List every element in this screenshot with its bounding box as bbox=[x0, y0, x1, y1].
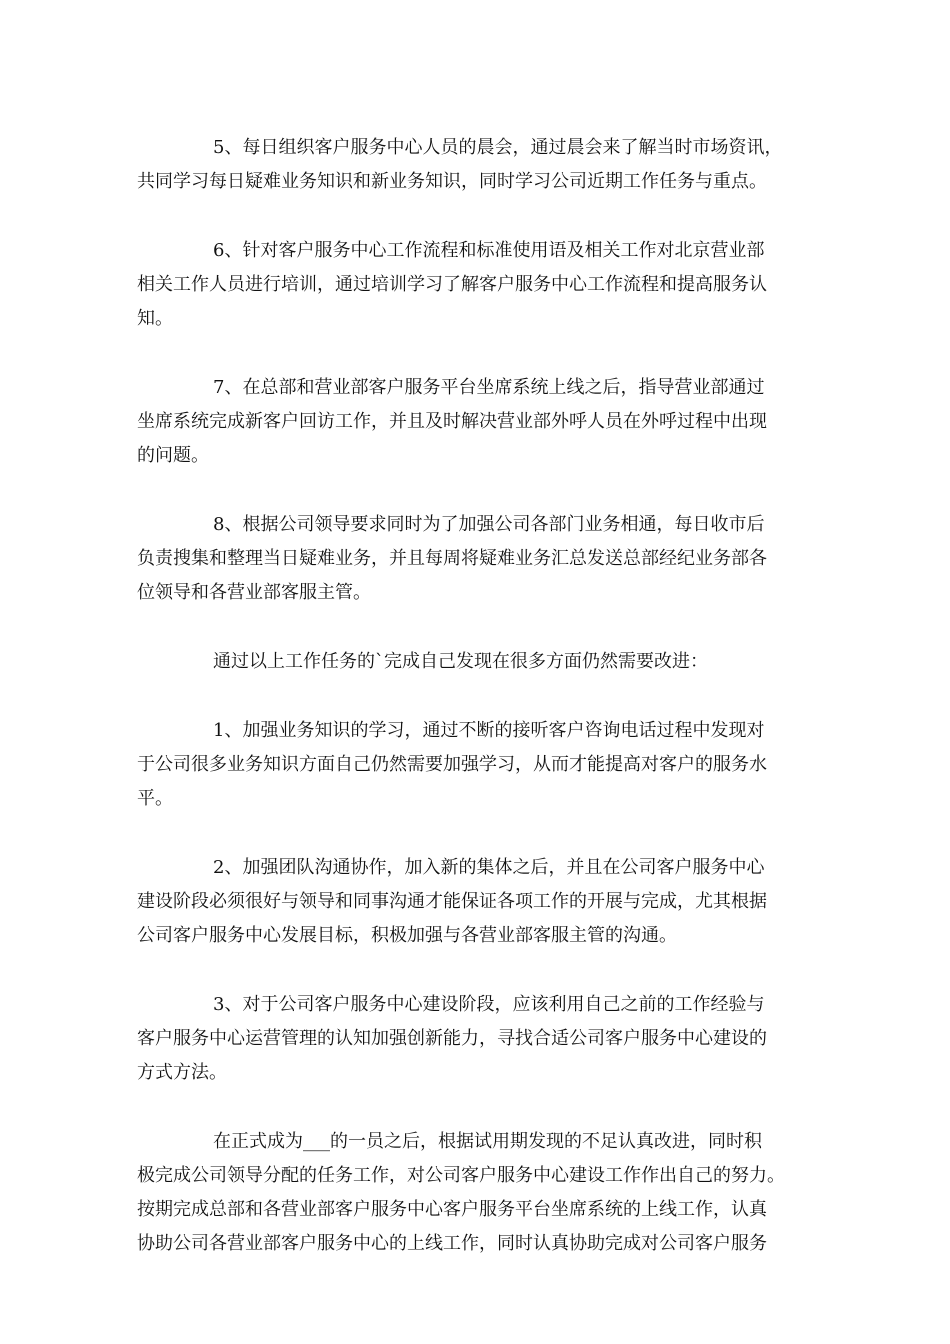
paragraph-improvement-intro bbox=[137, 645, 817, 679]
paragraph-line: 知。 bbox=[137, 308, 173, 329]
document-body bbox=[137, 131, 817, 1296]
paragraph-5-morning-meeting bbox=[137, 131, 817, 199]
paragraph-line: 方式方法。 bbox=[137, 1062, 227, 1083]
paragraph-2-team-communication bbox=[137, 851, 817, 953]
paragraph-line: 建设阶段必须很好与领导和同事沟通才能保证各项工作的开展与完成，尤其根据 bbox=[137, 891, 767, 912]
paragraph-line: 8、根据公司领导要求同时为了加强公司各部门业务相通，每日收市后 bbox=[213, 514, 765, 535]
paragraph-line: 负责搜集和整理当日疑难业务，并且每周将疑难业务汇总发送总部经纪业务部各 bbox=[137, 548, 767, 569]
paragraph-line: 相关工作人员进行培训，通过培训学习了解客户服务中心工作流程和提高服务认 bbox=[137, 274, 767, 295]
paragraph-line: 6、针对客户服务中心工作流程和标准使用语及相关工作对北京营业部 bbox=[213, 240, 765, 261]
paragraph-line: 的问题。 bbox=[137, 445, 209, 466]
paragraph-3-innovation bbox=[137, 988, 817, 1090]
paragraph-line: 协助公司各营业部客户服务中心的上线工作，同时认真协助完成对公司客户服务 bbox=[137, 1233, 767, 1254]
paragraph-line: 7、在总部和营业部客户服务平台坐席系统上线之后，指导营业部通过 bbox=[213, 377, 765, 398]
paragraph-1-business-knowledge bbox=[137, 714, 817, 816]
paragraph-8-difficult-business bbox=[137, 508, 817, 610]
paragraph-line: 平。 bbox=[137, 788, 173, 809]
paragraph-line: 共同学习每日疑难业务知识和新业务知识，同时学习公司近期工作任务与重点。 bbox=[137, 171, 767, 192]
paragraph-line: 通过以上工作任务的`完成自己发现在很多方面仍然需要改进： bbox=[213, 651, 708, 672]
paragraph-line: 于公司很多业务知识方面自己仍然需要加强学习，从而才能提高对客户的服务水 bbox=[137, 754, 767, 775]
paragraph-7-seat-system bbox=[137, 371, 817, 473]
paragraph-line: 3、对于公司客户服务中心建设阶段，应该利用自己之前的工作经验与 bbox=[213, 994, 765, 1015]
paragraph-line: 1、加强业务知识的学习，通过不断的接听客户咨询电话过程中发现对 bbox=[213, 720, 765, 741]
paragraph-line: 位领导和各营业部客服主管。 bbox=[137, 582, 371, 603]
paragraph-line: 客户服务中心运营管理的认知加强创新能力，寻找合适公司客户服务中心建设的 bbox=[137, 1028, 767, 1049]
paragraph-line: 2、加强团队沟通协作，加入新的集体之后，并且在公司客户服务中心 bbox=[213, 857, 765, 878]
paragraph-line: 在正式成为___的一员之后，根据试用期发现的不足认真改进，同时积 bbox=[213, 1131, 762, 1152]
paragraph-6-training bbox=[137, 234, 817, 336]
paragraph-line: 坐席系统完成新客户回访工作，并且及时解决营业部外呼人员在外呼过程中出现 bbox=[137, 411, 767, 432]
paragraph-line: 极完成公司领导分配的任务工作，对公司客户服务中心建设工作作出自己的努力。 bbox=[137, 1165, 785, 1186]
paragraph-line: 5、每日组织客户服务中心人员的晨会，通过晨会来了解当时市场资讯， bbox=[213, 137, 783, 158]
paragraph-line: 按期完成总部和各营业部客户服务中心客户服务平台坐席系统的上线工作，认真 bbox=[137, 1199, 767, 1220]
paragraph-after-formal-employment bbox=[137, 1125, 817, 1261]
paragraph-line: 公司客户服务中心发展目标，积极加强与各营业部客服主管的沟通。 bbox=[137, 925, 677, 946]
